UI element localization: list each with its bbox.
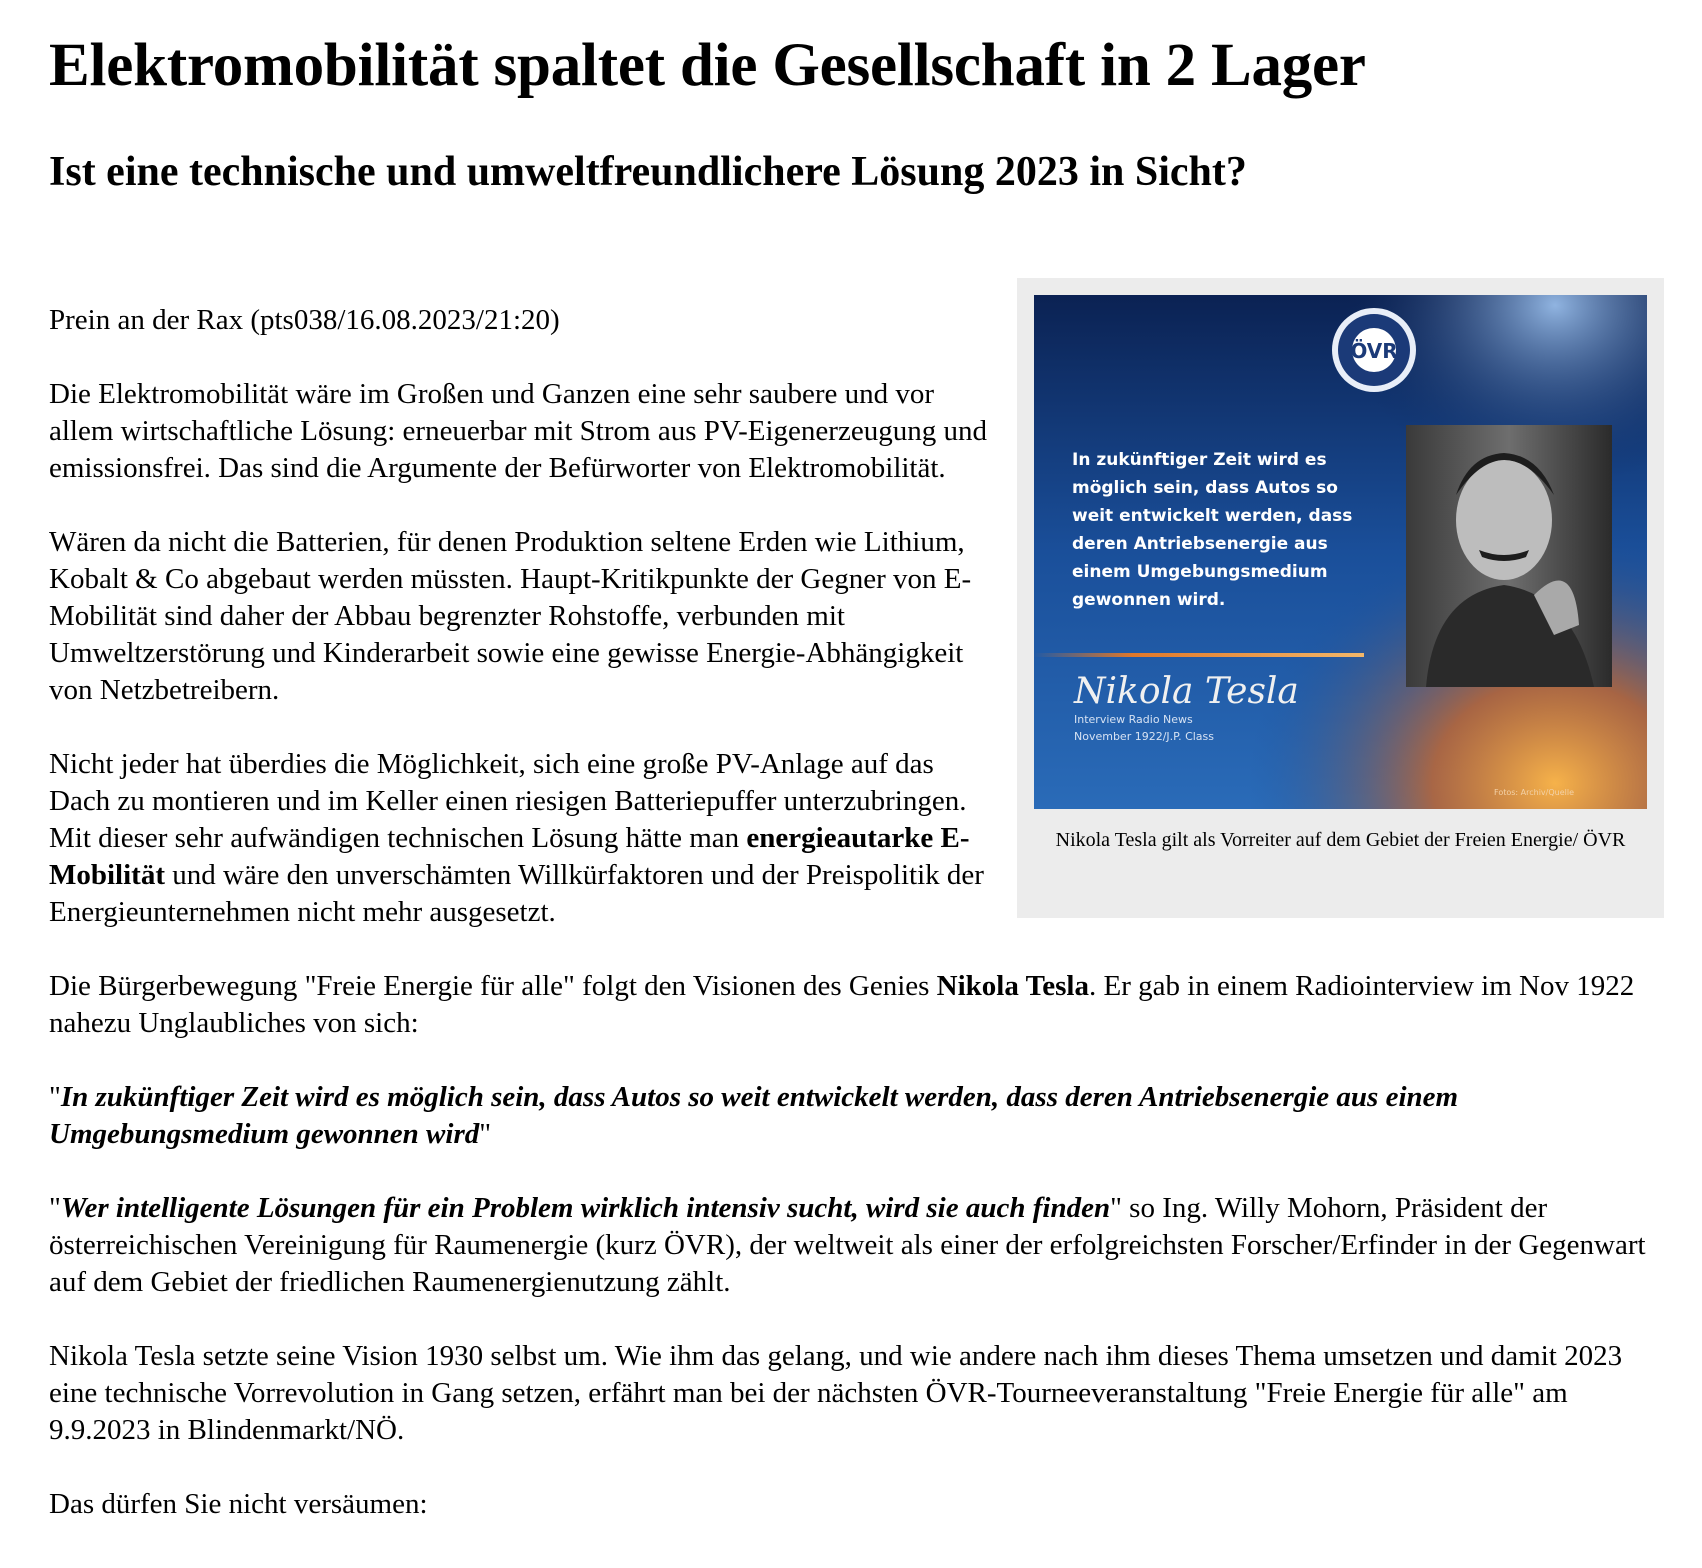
- paragraph-6: Das dürfen Sie nicht versäumen:: [49, 1488, 428, 1520]
- ovr-logo-text: ÖVR: [1350, 339, 1398, 363]
- photo-credit: Fotos: Archiv/Quelle: [1494, 788, 1575, 797]
- paragraph-2: Wären da nicht die Batterien, für denen Produktion seltene Erden wie Lithium, Kobalt & Co abgebaut werden müssten. Haupt-Kritikpunkte der Gegner von E-Mobilität sind daher der Abbau begrenzter Rohstoffe, verbunden mit Umweltzerstörung und Kinderarbeit sowie eine gewisse Energie-Abhängigkeit von Netzbetreibern.: [49, 526, 972, 706]
- tesla-signature: Nikola Tesla: [1074, 671, 1299, 712]
- quote-line: möglich sein, dass Autos so: [1072, 478, 1338, 498]
- paragraph-4-text: Die Bürgerbewegung "Freie Energie für alle" folgt den Visionen des Genies: [49, 970, 937, 1002]
- quote-line: weit entwickelt werden, dass: [1072, 506, 1353, 526]
- quote-attribution: " so Ing. Willy Mohorn, Präsident der österreichischen Vereinigung für Raumenergie (kurz ÖVR), der weltweit als einer der erfolgreichsten Forscher/Erfinder in der Gegenwart auf dem Gebiet der friedlichen Raumenergienutzung zählt.: [49, 1192, 1646, 1298]
- bold-name: Nikola Tesla: [936, 970, 1089, 1002]
- tesla-quote: [49, 1079, 1664, 1153]
- quote-mark: ": [49, 1081, 61, 1113]
- mohorn-quote: [49, 1190, 1664, 1301]
- article-title: Elektromobilität spaltet die Gesellschaft in 2 Lager: [49, 32, 1366, 99]
- quote-line: gewonnen wird.: [1072, 590, 1226, 610]
- quote-mark: ": [49, 1192, 61, 1224]
- tesla-quote-image: [1034, 295, 1647, 809]
- paragraph-3-text: und wäre den unverschämten Willkürfaktoren und der Preispolitik der Energieunternehmen nicht mehr ausgesetzt.: [49, 859, 984, 928]
- quote-line: deren Antriebsenergie aus: [1072, 534, 1328, 554]
- paragraph-1: Die Elektromobilität wäre im Großen und Ganzen eine sehr saubere und vor allem wirtschaftliche Lösung: erneuerbar mit Strom aus PV-Eigenerzeugung und emissionsfrei. Das sind die Argumente der Befürworter von Elektromobilität.: [49, 378, 987, 484]
- quote-text: Wer intelligente Lösungen für ein Problem wirklich intensiv sucht, wird sie auch finden: [60, 1192, 1111, 1224]
- paragraph-4: [49, 968, 1664, 1042]
- figure-caption: Nikola Tesla gilt als Vorreiter auf dem Gebiet der Freien Energie/ ÖVR: [1055, 829, 1626, 851]
- orange-divider: [1034, 653, 1364, 657]
- source-line-2: November 1922/J.P. Class: [1074, 730, 1215, 743]
- quote-mark: ": [479, 1118, 492, 1150]
- dateline: Prein an der Rax (pts038/16.08.2023/21:20): [49, 304, 560, 336]
- quote-line: einem Umgebungsmedium: [1072, 562, 1328, 582]
- article-body: [49, 302, 1664, 1560]
- paragraph-4-text: . Er gab in einem Radiointerview im Nov 1922 nahezu Unglaubliches von sich:: [49, 970, 1635, 1039]
- tesla-figure: [1017, 278, 1664, 918]
- paragraph-5: Nikola Tesla setzte seine Vision 1930 selbst um. Wie ihm das gelang, und wie andere nach ihm dieses Thema umsetzen und damit 2023 eine technische Vorrevolution in Gang setzen, erfährt man bei der nächsten ÖVR-Tourneeveranstaltung "Freie Energie für alle" am 9.9.2023 in Blindenmarkt/NÖ.: [49, 1340, 1623, 1446]
- ovr-logo: [1332, 308, 1416, 392]
- article-subtitle: Ist eine technische und umweltfreundlichere Lösung 2023 in Sicht?: [49, 149, 1247, 195]
- quote-text: In zukünftiger Zeit wird es möglich sein, dass Autos so weit entwickelt werden, dass deren Antriebsenergie aus einem Umgebungsmedium gewonnen wird: [49, 1081, 1459, 1150]
- quote-line: In zukünftiger Zeit wird es: [1072, 450, 1327, 470]
- tesla-portrait: [1406, 425, 1612, 687]
- source-line-1: Interview Radio News: [1074, 713, 1193, 726]
- bold-term: energieautarke E-Mobilität: [49, 822, 970, 891]
- paragraph-3-text: Nicht jeder hat überdies die Möglichkeit, sich eine große PV-Anlage auf das Dach zu montieren und im Keller einen riesigen Batteriepuffer unterzubringen. Mit dieser sehr aufwändigen technischen Lösung hätte man: [49, 748, 967, 854]
